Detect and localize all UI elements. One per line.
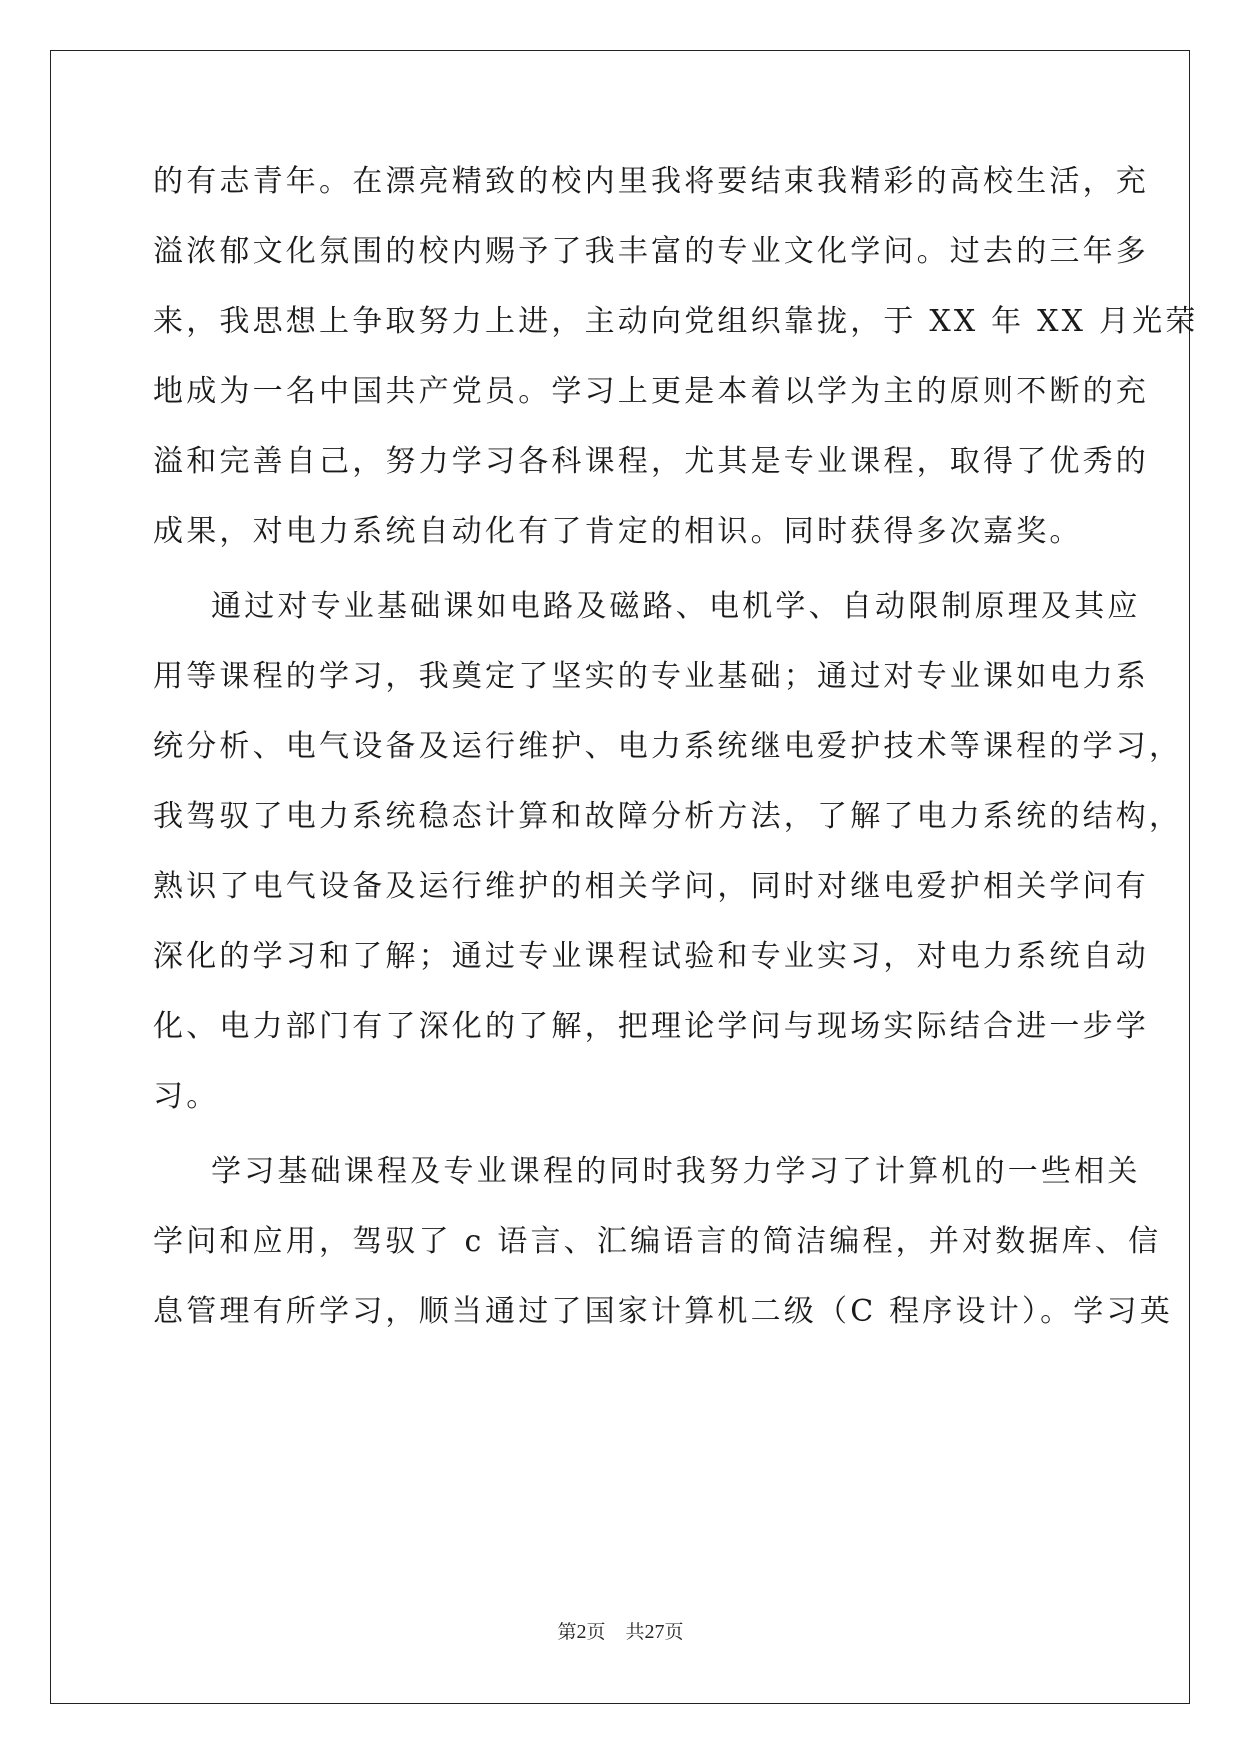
text-line: 学问和应用，驾驭了 c 语言、汇编语言的简洁编程，并对数据库、信	[153, 1224, 1162, 1259]
text-line: 我驾驭了电力系统稳态计算和故障分析方法，了解了电力系统的结构，	[153, 799, 1183, 834]
text-line: 统分析、电气设备及运行维护、电力系统继电爱护技术等课程的学习，	[153, 729, 1183, 764]
page-number-prefix: 第	[557, 1621, 577, 1643]
text-line: 来，我思想上争取努力上进，主动向党组织靠拢，于 XX 年 XX 月光荣	[153, 304, 1199, 339]
text-line: 通过对专业基础课如电路及磁路、电机学、自动限制原理及其应	[211, 589, 1141, 624]
text-line: 成果，对电力系统自动化有了肯定的相识。同时获得多次嘉奖。	[153, 514, 1083, 549]
text-line: 地成为一名中国共产党员。学习上更是本着以学为主的原则不断的充	[153, 374, 1149, 409]
page-number-current: 2	[576, 1621, 587, 1643]
text-line: 熟识了电气设备及运行维护的相关学问，同时对继电爱护相关学问有	[153, 869, 1149, 904]
page-total-suffix: 页	[664, 1621, 684, 1643]
text-line: 学习基础课程及专业课程的同时我努力学习了计算机的一些相关	[211, 1154, 1141, 1189]
text-line: 深化的学习和了解；通过专业课程试验和专业实习，对电力系统自动	[153, 939, 1149, 974]
text-line: 的有志青年。在漂亮精致的校内里我将要结束我精彩的高校生活，充	[153, 164, 1149, 199]
text-line: 化、电力部门有了深化的了解，把理论学问与现场实际结合进一步学	[153, 1009, 1149, 1044]
page-number-suffix: 页	[586, 1621, 606, 1643]
text-line: 习。	[153, 1079, 220, 1114]
page-total-prefix: 共	[625, 1621, 645, 1643]
text-line: 息管理有所学习，顺当通过了国家计算机二级（C 程序设计）。学习英	[153, 1294, 1173, 1329]
text-line: 溢浓郁文化氛围的校内赐予了我丰富的专业文化学问。过去的三年多	[153, 234, 1149, 269]
text-line: 溢和完善自己，努力学习各科课程，尤其是专业课程，取得了优秀的	[153, 444, 1149, 479]
page-footer	[0, 1620, 1241, 1644]
text-line: 用等课程的学习，我奠定了坚实的专业基础；通过对专业课如电力系	[153, 659, 1149, 694]
page-total: 27	[644, 1621, 665, 1643]
